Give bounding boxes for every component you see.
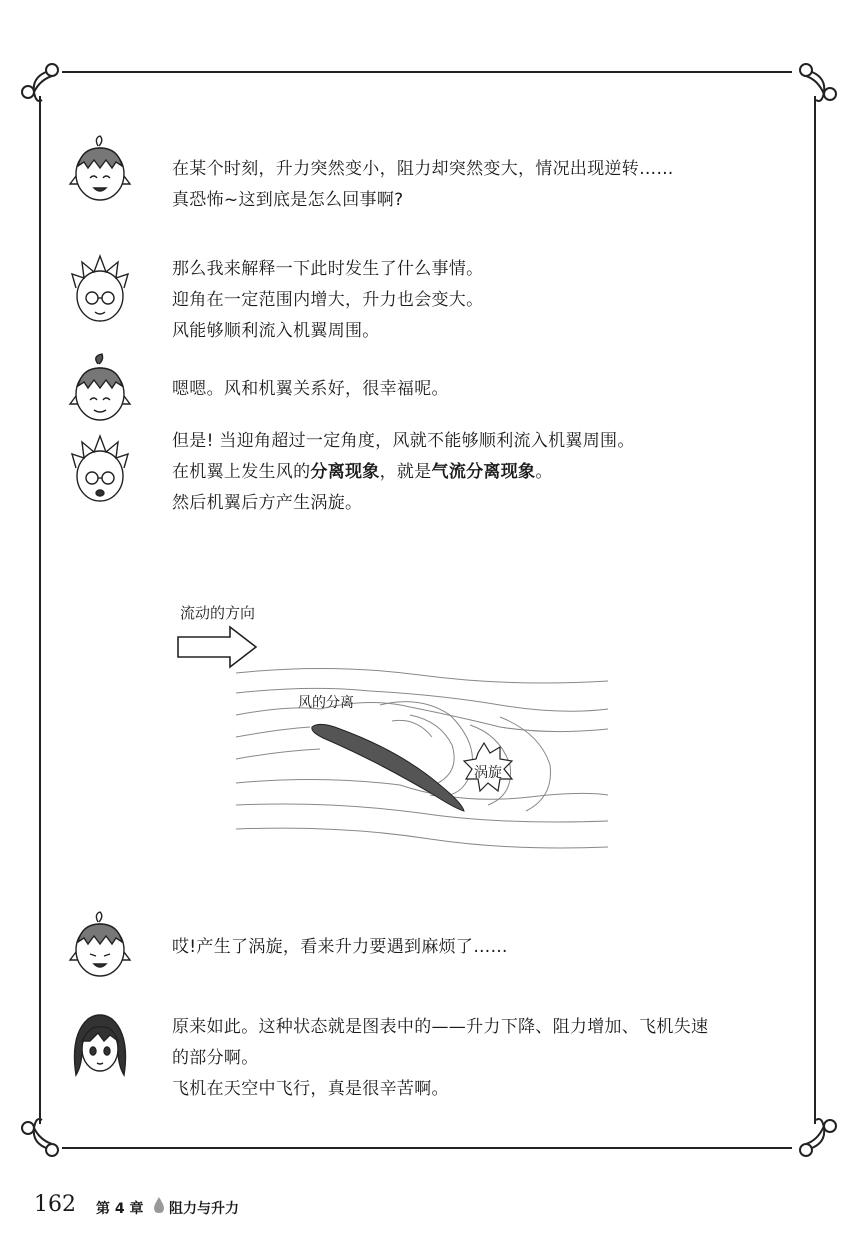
dialogue-line — [172, 457, 635, 488]
dialogue-text: 然后机翼后方产生涡旋。 — [172, 493, 363, 513]
dialogue-line — [172, 254, 483, 285]
airfoil — [312, 724, 464, 811]
dialogue-text: 的部分啊。 — [172, 1048, 259, 1068]
dialogue-line — [172, 1074, 708, 1105]
dialogue-text: 嗯嗯。风和机翼关系好，很幸福呢。 — [172, 379, 449, 399]
dialogue-text: 迎角在一定范围内增大，升力也会变大。 — [172, 290, 484, 310]
long-hair-girl-avatar — [68, 1005, 132, 1085]
flow-separation-diagram — [170, 625, 620, 870]
dialogue-text: 在某个时刻，升力突然变小，阻力却突然变大，情况出现逆转…… — [172, 159, 674, 179]
dialogue-line — [172, 426, 635, 457]
dialogue-line — [172, 154, 674, 185]
dialogue-text: 在机翼上发生风的 — [172, 462, 311, 482]
dialogue-line — [172, 1012, 708, 1043]
spiky-hair-boy-avatar — [68, 252, 132, 332]
dialogue-block-2 — [172, 254, 483, 347]
dialogue-line — [172, 488, 635, 519]
dialogue-line — [172, 932, 508, 963]
bold-term: 分离现象 — [310, 462, 380, 482]
page-number: 162 — [34, 1192, 76, 1217]
dialogue-line — [172, 285, 483, 316]
spiky-hair-boy-avatar — [68, 432, 132, 512]
streamlines — [236, 668, 608, 848]
dialogue-block-4 — [172, 426, 635, 519]
dialogue-text: 哎!产生了涡旋，看来升力要遇到麻烦了…… — [172, 937, 508, 957]
dialogue-block-3 — [172, 374, 449, 405]
separation-label: 风的分离 — [298, 695, 354, 711]
chapter-title: 阻力与升力 — [169, 1201, 239, 1217]
dialogue-text: 但是! 当迎角超过一定角度，风就不能够顺利流入机翼周围。 — [172, 431, 635, 451]
dialogue-line — [172, 374, 449, 405]
drop-icon — [152, 1196, 166, 1214]
girl-with-sprout-avatar — [68, 908, 132, 988]
bold-term: 气流分离现象 — [431, 462, 536, 482]
dialogue-text: 那么我来解释一下此时发生了什么事情。 — [172, 259, 484, 279]
girl-with-sprout-avatar — [68, 132, 132, 212]
flow-direction-label: 流动的方向 — [180, 604, 256, 622]
chapter-number: 第 4 章 — [96, 1201, 144, 1217]
dialogue-text: 原来如此。这种状态就是图表中的——升力下降、阻力增加、飞机失速 — [172, 1017, 709, 1037]
dialogue-block-5 — [172, 932, 508, 963]
dialogue-text: 飞机在天空中飞行，真是很辛苦啊。 — [172, 1079, 449, 1099]
dialogue-line — [172, 185, 674, 216]
dialogue-text: 风能够顺利流入机翼周围。 — [172, 321, 380, 341]
flow-direction-arrow — [178, 627, 256, 667]
vortex-label: 涡旋 — [474, 765, 502, 781]
dialogue-text: ，就是 — [379, 462, 432, 482]
dialogue-text: 。 — [535, 462, 553, 482]
dialogue-block-6 — [172, 1012, 708, 1105]
dialogue-text: 真恐怖~这到底是怎么回事啊? — [172, 190, 404, 210]
girl-with-sprout-avatar — [68, 352, 132, 432]
dialogue-line — [172, 316, 483, 347]
dialogue-line — [172, 1043, 708, 1074]
dialogue-block-1 — [172, 154, 674, 216]
